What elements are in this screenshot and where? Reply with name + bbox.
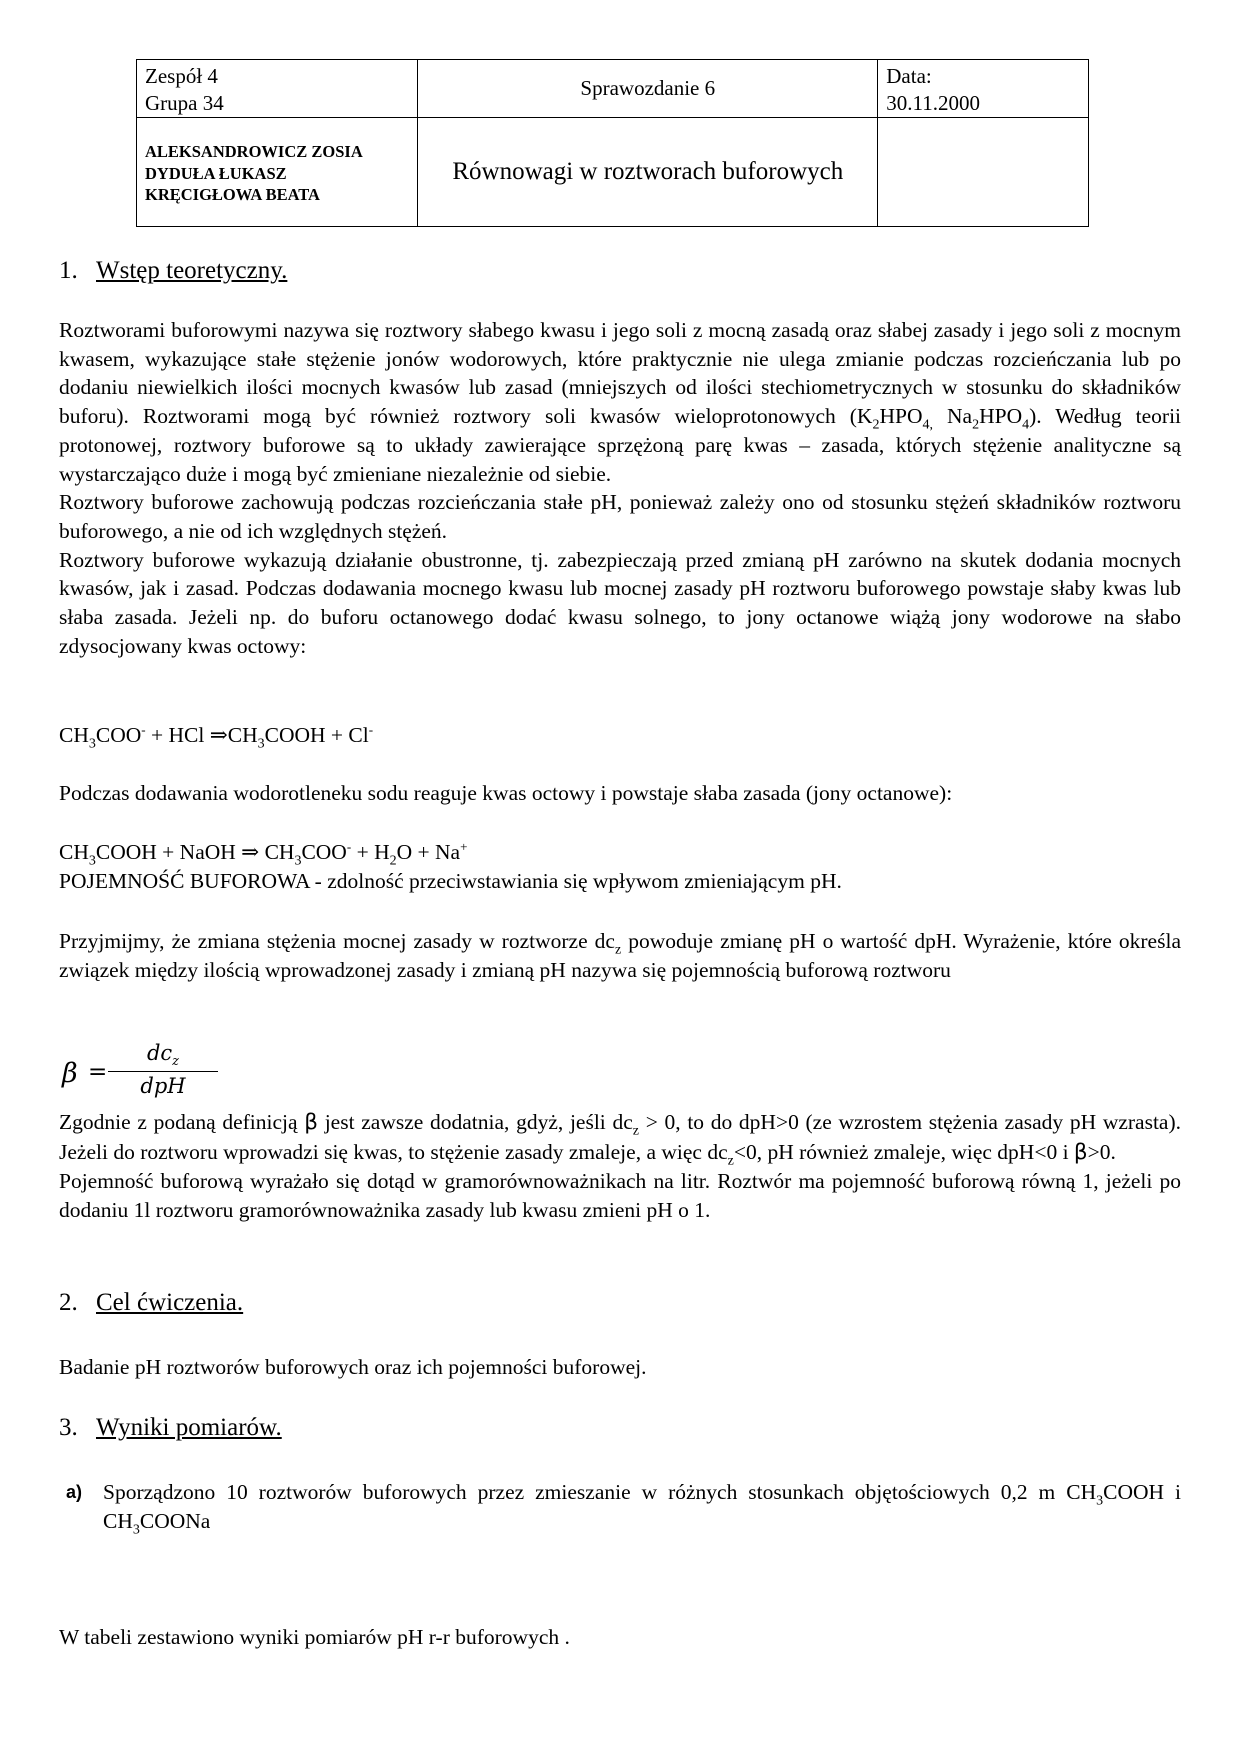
text-run: > 0, to do dpH>0 (ze wzrostem stężenia zasady pH wzrasta). Jeżeli do roztworu wprowadzi się kwas, to stężenie zasady zmaleje, a więc dc (59, 1110, 1182, 1164)
subscript: 2 (972, 417, 980, 433)
intro-paragraph-1 (59, 316, 1181, 488)
text-run: COO (301, 840, 347, 864)
beta-symbol: β (1073, 1139, 1088, 1165)
intro-text (59, 316, 1181, 660)
superscript: + (460, 838, 468, 854)
subscript: 3 (257, 736, 265, 752)
arrow-symbol: ⇒ (209, 723, 228, 747)
intro-paragraph-2: Roztwory buforowe zachowują podczas rozcieńczania stałe pH, ponieważ zależy ono od stosunku stężeń składników roztworu buforowego, a nie od ich względnych stężeń. (59, 490, 1181, 543)
text-run: COOH + Cl (264, 723, 369, 747)
text-run: CH (227, 723, 258, 747)
date-cell (878, 60, 1089, 118)
empty-cell (878, 118, 1089, 227)
subscript: z (727, 1153, 734, 1168)
author-name: ALEKSANDROWICZ ZOSIA (145, 142, 363, 162)
superscript: - (346, 838, 352, 854)
beta-symbol: β (304, 1110, 318, 1135)
text-run: O + Na (396, 840, 461, 864)
text-run: COOH + NaOH (95, 840, 242, 864)
text-run: CH (259, 840, 295, 864)
report-header-table (136, 59, 1089, 227)
text-run: jest zawsze dodatnia, gdyż, jeśli dc (318, 1110, 633, 1134)
section-number: 1. (59, 257, 78, 284)
text-run: COOH i CH (103, 1480, 1181, 1533)
formula-denominator: dpH (140, 1074, 186, 1098)
authors-cell (137, 118, 418, 227)
section-title: Cel ćwiczenia. (96, 1289, 244, 1316)
formula-numerator (108, 1041, 218, 1070)
capacity-old-units-paragraph: Pojemność buforową wyrażało się dotąd w gramorównoważnikach na litr. Roztwór ma pojemność buforową równą 1, jeżeli po dodaniu 1l roztworu gramorównoważnika zasady lub kwasu zmieni pH o 1. (59, 1169, 1181, 1223)
table-note: W tabeli zestawiono wyniki pomiarów pH r-r buforowych . (59, 1625, 570, 1649)
reaction-base (59, 838, 1181, 867)
section-number: 2. (59, 1289, 78, 1316)
text-run: HPO (879, 404, 923, 429)
subscript: 2 (389, 853, 397, 869)
text-run: <0, pH również zmaleje, więc dpH<0 i (733, 1139, 1074, 1164)
date-value: 30.11.2000 (886, 91, 980, 115)
text-run: HPO (979, 404, 1023, 429)
section-heading-results (59, 1413, 282, 1443)
team-group-cell (137, 60, 418, 118)
superscript: - (141, 721, 146, 737)
beta-symbol: β (62, 1058, 78, 1089)
report-number: Sprawozdanie 6 (580, 76, 716, 100)
text-run: dc (146, 1041, 173, 1065)
subscript: 3 (294, 853, 302, 869)
subscript: z (632, 1123, 639, 1139)
text-run: >0. (1087, 1139, 1116, 1164)
assumption-paragraph (59, 927, 1181, 984)
group-label: Grupa 34 (145, 91, 224, 115)
equals-sign: = (88, 1059, 108, 1085)
report-number-cell (418, 60, 878, 118)
text-run: COO (95, 723, 142, 747)
subscript: 3 (1096, 1493, 1104, 1509)
text-run: Zgodnie z podaną definicją (59, 1110, 305, 1134)
text-run: Roztworami buforowymi nazywa się roztwory słabego kwasu i jego soli z mocną zasadą oraz słabej zasady i jego soli z mocnym kwasem, wykazujące stałe stężenie jonów wodorowych, które praktycznie nie ulega zmianie podczas rozcieńczania lub po dodaniu niewielkich ilości mocnych kwasów lub zasad (mniejszych od ilości stechiometrycznych w stosunku do składników buforu). Roztworami mogą być również roztwory soli kwasów wieloprotonowych (K (59, 318, 1181, 429)
text-run: CH (59, 840, 89, 864)
author-name: DYDUŁA ŁUKASZ (145, 163, 287, 183)
reaction-acid (59, 721, 1181, 750)
subscript: 2 (872, 417, 880, 433)
definition-consequence (59, 1108, 1181, 1225)
consequence-paragraph (59, 1108, 1181, 1167)
fraction-bar (108, 1071, 218, 1072)
date-label: Data: (886, 64, 932, 88)
subscript: z (172, 1054, 180, 1070)
text-run: Przyjmijmy, że zmiana stężenia mocnej zasady w roztworze dc (59, 929, 615, 953)
intro-paragraph-3: Roztwory buforowe wykazują działanie obustronne, tj. zabezpieczają przed zmianą pH zarówno na skutek dodania mocnych kwasów, jak i zasad. Podczas dodawania mocnego kwasu lub mocnej zasady pH roztworu buforowego powstaje słaby kwas lub słaba zasada. Jeżeli np. do buforu octanowego dodać kwasu solnego, to jony octanowe wiążą jony wodorowe na słabo zdysocjowany kwas octowy: (59, 547, 1181, 658)
section-title: Wstęp teoretyczny. (96, 257, 288, 284)
text-run: powoduje zmianę pH o wartość dpH. Wyrażenie, które określa związek między ilością wprowadzonej zasady i zmianą pH nazywa się pojemnością buforową roztworu (59, 929, 1181, 982)
list-item-label: a) (66, 1482, 83, 1502)
capacity-definition: POJEMNOŚĆ BUFOROWA - zdolność przeciwstawiania się wpływom zmieniającym pH. (59, 869, 842, 893)
subscript: 4 (1022, 417, 1030, 433)
text-run: Na (932, 404, 973, 429)
naoh-text: Podczas dodawania wodorotleneku sodu reaguje kwas octowy i powstaje słaba zasada (jony octanowe): (59, 781, 953, 805)
text-run: ). Według teorii protonowej, roztwory buforowe są to układy zawierające sprzężoną parę kwas – zasada, których stężenie analityczne są wystarczająco duże i mogą być zmieniane niezależnie od siebie. (59, 404, 1182, 486)
subscript: 3 (88, 736, 96, 752)
section-heading-goal (59, 1288, 243, 1318)
subscript: z (614, 942, 622, 958)
arrow-symbol: ⇒ (241, 840, 260, 864)
text-run: + H (351, 840, 390, 864)
title-cell (418, 118, 878, 227)
section-number: 3. (59, 1414, 78, 1441)
subscript: 4, (922, 417, 933, 433)
subscript: 3 (88, 853, 96, 869)
subscript: 3 (132, 1522, 140, 1537)
text-run: + HCl (145, 723, 210, 747)
text-run: CH (59, 723, 89, 747)
text-run: Sporządzono 10 roztworów buforowych przez zmieszanie w różnych stosunkach objętościowych 0,2 m CH (103, 1480, 1097, 1504)
list-item-text (103, 1478, 1181, 1535)
text-run: COONa (139, 1508, 211, 1533)
section-heading-intro (59, 256, 287, 286)
report-title: Równowagi w roztworach buforowych (452, 158, 844, 185)
author-name: KRĘCIGŁOWA BEATA (145, 185, 320, 205)
team-label: Zespół 4 (145, 64, 218, 88)
section-title: Wyniki pomiarów. (96, 1414, 282, 1441)
superscript: - (368, 721, 374, 737)
goal-text: Badanie pH roztworów buforowych oraz ich pojemności buforowej. (59, 1355, 647, 1379)
